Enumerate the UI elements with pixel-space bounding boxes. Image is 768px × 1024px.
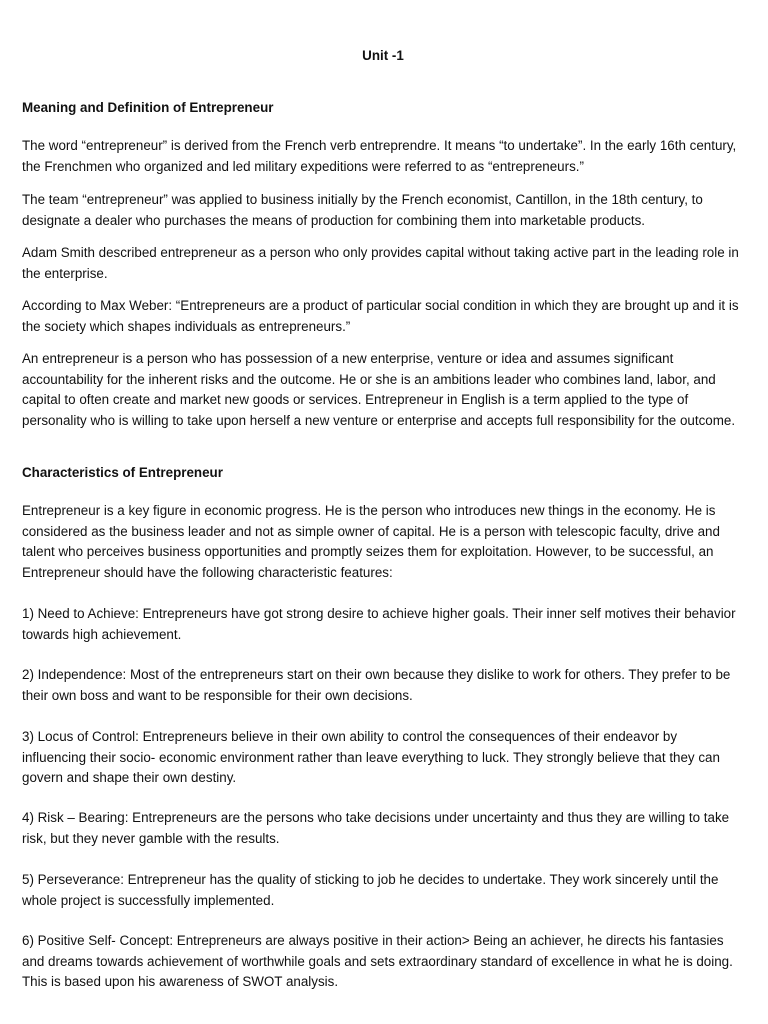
paragraph-characteristics-intro: Entrepreneur is a key figure in economic progress. He is the person who introduces new things in the economy. He is considered as the business leader and not as simple owner of capital. He is a person with telescopic faculty, drive and talent who perceives business opportunities and promptly seizes them for exploitation. However, to be successful, an Entrepreneur should have the following characteristic features: — [22, 503, 720, 580]
list-item-perseverance: 5) Perseverance: Entrepreneur has the quality of sticking to job he decides to undertake. They work sincerely until the whole project is successfully implemented. — [22, 872, 719, 908]
list-item-positive-self-concept: 6) Positive Self- Concept: Entrepreneurs are always positive in their action> Being an achiever, he directs his fantasies and dreams towards achievement of worthwhile goals and sets extraordinary standard of excellence in what he is doing. This is based upon his awareness of SWOT analysis. — [22, 933, 733, 989]
list-item-independence: 2) Independence: Most of the entrepreneurs start on their own because they dislike to work for others. They prefer to be their own boss and want to be responsible for their own decisions. — [22, 667, 731, 703]
paragraph-etymology: The word “entrepreneur” is derived from the French verb entreprendre. It means “to undertake”. In the early 16th century, the Frenchmen who organized and led military expeditions were referred to as “entrepreneurs.” — [22, 138, 737, 174]
list-item-need-to-achieve: 1) Need to Achieve: Entrepreneurs have got strong desire to achieve higher goals. Their inner self motives their behavior towards high achievement. — [22, 606, 736, 642]
list-item-locus-of-control: 3) Locus of Control: Entrepreneurs believe in their own ability to control the consequences of their endeavor by influencing their socio- economic environment rather than leave everything to luck. They strongly believe that they can govern and shape their own destiny. — [22, 729, 720, 785]
unit-title: Unit -1 — [362, 48, 404, 63]
section-heading-meaning: Meaning and Definition of Entrepreneur — [22, 100, 274, 115]
paragraph-definition: An entrepreneur is a person who has possession of a new enterprise, venture or idea and assumes significant accountability for the inherent risks and the outcome. He or she is an ambitions leader who combines land, labor, and capital to often create and market new goods or services. Entrepreneur in English is a term applied to the type of personality who is willing to take upon herself a new venture or enterprise and accepts full responsibility for the outcome. — [22, 351, 736, 428]
paragraph-max-weber: According to Max Weber: “Entrepreneurs are a product of particular social condition in which they are brought up and it is the society which shapes individuals as entrepreneurs.” — [22, 298, 739, 334]
section-heading-characteristics: Characteristics of Entrepreneur — [22, 465, 223, 480]
paragraph-adam-smith: Adam Smith described entrepreneur as a person who only provides capital without taking active part in the leading role in the enterprise. — [22, 245, 739, 281]
paragraph-cantillon: The team “entrepreneur” was applied to business initially by the French economist, Cantillon, in the 18th century, to designate a dealer who purchases the means of production for combining them into marketable products. — [22, 192, 703, 228]
list-item-risk-bearing: 4) Risk – Bearing: Entrepreneurs are the persons who take decisions under uncertainty and thus they are willing to take risk, but they never gamble with the results. — [22, 810, 730, 846]
